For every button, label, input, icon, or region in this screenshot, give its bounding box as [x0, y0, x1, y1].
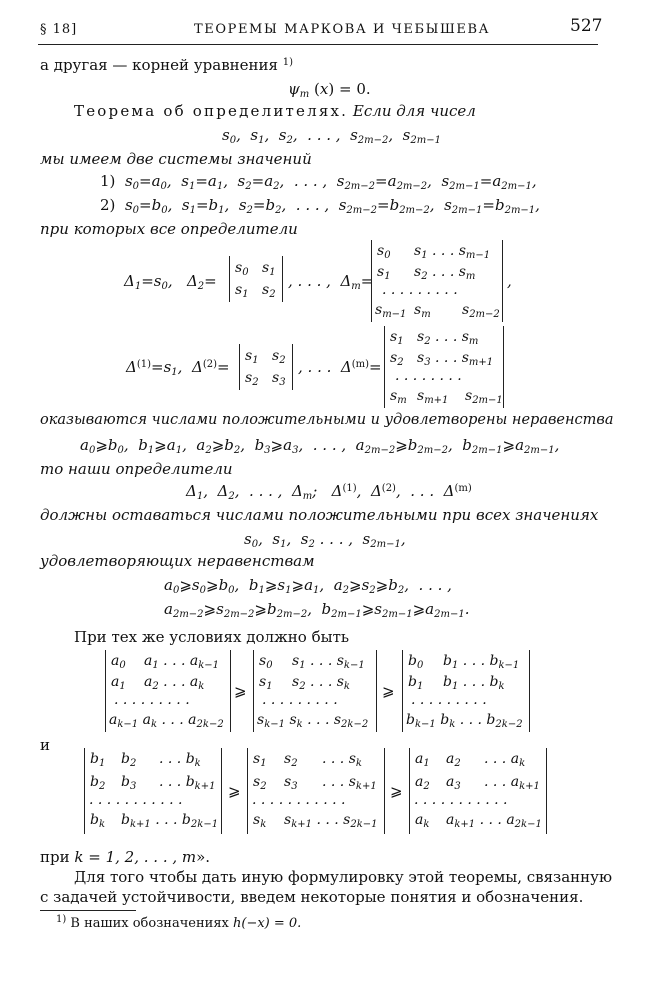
sequence-s-2: $s_0$, $s_1$, $s_2$ . . . , $s_{2m-1}$,	[244, 530, 406, 550]
ge-symbol: ⩾	[382, 682, 395, 700]
footnote-ref: 1)	[282, 57, 294, 68]
for-k-word: при	[40, 848, 70, 866]
satisfy-line: удовлетворяющих неравенствам	[40, 552, 315, 570]
remain-line: должны оставаться числами положительными при всех значениях	[40, 506, 599, 524]
intro-line	[40, 56, 293, 74]
det-delta-2: $s_0$ $s_1$ $s_1$ $s_2$	[229, 256, 283, 302]
det-delta-m: $s_0$ $s_1$ . . . $s_{m-1}$ $s_1$ $s_2$ . . . $s_m$ . . . . . . . . . $s_{m-1}$ $s_m$ $s_{2m-2}$	[371, 240, 503, 322]
delta-sup-m-label: , . . . $\Delta^{(m)}=$	[298, 358, 382, 376]
header-rule	[38, 44, 598, 45]
then-line: то наши определители	[40, 460, 233, 478]
section-number: § 18]	[40, 22, 78, 37]
for-k-line	[40, 848, 210, 866]
two-systems-line: мы имеем две системы значений	[40, 150, 312, 168]
det-delta-sup-m: $s_1$ $s_2$ . . . $s_m$ $s_2$ $s_3$ . . . $s_{m+1}$ . . . . . . . . $s_m$ $s_{m+1}$ $s_{2m-1}$	[384, 326, 504, 408]
running-title: ТЕОРЕМЫ МАРКОВА И ЧЕБЫШЕВА	[194, 22, 491, 37]
page-number: 527	[570, 16, 603, 36]
det-b-k: $b_0$ $b_1$ . . . $b_{k-1}$ $b_1$ $b_1$ . . . $b_k$ . . . . . . . . . $b_{k-1}$ $b_k$ . . . $b_{2k-2}$	[402, 650, 530, 732]
theorem-label: Теорема об определителях.	[74, 102, 349, 120]
det-s-k: $s_0$ $s_1$ . . . $s_{k-1}$ $s_1$ $s_2$ . . . $s_k$ . . . . . . . . . $s_{k-1}$ $s_k$ . . . $s_{2k-2}$	[253, 650, 377, 732]
chain-1: $a_0⩾s_0⩾b_0$, $b_1⩾s_1⩾a_1$, $a_2⩾s_2⩾b_2$, . . . ,	[164, 576, 452, 596]
footnote-mark: 1)	[56, 914, 67, 925]
footnote-text: В наших обозначениях	[70, 916, 229, 931]
closing-line-2: с задачей устойчивости, введем некоторые понятия и обозначения.	[40, 888, 584, 906]
and-word: и	[40, 736, 50, 754]
determinants-intro: при которых все определители	[40, 220, 298, 238]
comma: ,	[507, 272, 512, 290]
ge-symbol: ⩾	[228, 782, 241, 800]
footnote	[56, 916, 301, 931]
det-s-k-1: $s_1$ $s_2$ . . . $s_k$ $s_2$ $s_3$ . . . $s_{k+1}$ . . . . . . . . . . . $s_k$ $s_{k+1}$ . . . $s_{2k-1}$	[247, 748, 385, 834]
determinants-list: $\Delta_1$, $\Delta_2$, . . . , $\Delta_m$; $\Delta^{(1)}$, $\Delta^{(2)}$, . . . $\Delta^{(m)}$	[186, 482, 472, 502]
system-2: 2) $s_0=b_0$, $s_1=b_1$, $s_2=b_2$, . . . , $s_{2m-2}=b_{2m-2}$, $s_{2m-1}=b_{2m-1}$,	[100, 196, 540, 216]
ge-symbol: ⩾	[234, 682, 247, 700]
same-conditions-line: При тех же условиях должно быть	[74, 628, 350, 646]
system-1-num: 1)	[100, 172, 116, 190]
system-1: 1) $s_0=a_0$, $s_1=a_1$, $s_2=a_2$, . . . , $s_{2m-2}=a_{2m-2}$, $s_{2m-1}=a_{2m-1}$,	[100, 172, 537, 192]
delta-1: $\Delta_1=s_0$, $\Delta_2=$	[124, 272, 217, 292]
det-b-k-1: $b_1$ $b_2$ . . . $b_k$ $b_2$ $b_3$ . . . $b_{k+1}$ . . . . . . . . . . . $b_k$ $b_{k+1}$ . . . $b_{2k-1}$	[84, 748, 222, 834]
theorem-cont: Если для чисел	[352, 102, 476, 120]
equation-psi: $\psi_m$ (x) = 0.	[288, 80, 371, 100]
k-values: k = 1, 2, . . . , m	[74, 848, 197, 866]
theorem-line	[74, 102, 476, 120]
sequence-s: $s_0$, $s_1$, $s_2$, . . . , $s_{2m-2}$, $s_{2m-1}$	[222, 126, 441, 146]
det-delta-sup-2: $s_1$ $s_2$ $s_2$ $s_3$	[239, 344, 293, 390]
footnote-rule	[40, 910, 136, 911]
chain-2: $a_{2m-2}⩾s_{2m-2}⩾b_{2m-2}$, $b_{2m-1}⩾s_{2m-1}⩾a_{2m-1}$.	[164, 600, 470, 620]
closing-line-1: Для того чтобы дать иную формулировку этой теоремы, связанную	[74, 868, 613, 886]
delta-m-label: , . . . , $\Delta_m=$	[288, 272, 374, 292]
det-a-k: $a_0$ $a_1$ . . . $a_{k-1}$ $a_1$ $a_2$ . . . $a_k$ . . . . . . . . . $a_{k-1}$ $a_k$ . . . $a_{2k-2}$	[105, 650, 231, 732]
for-k-tail: ».	[196, 848, 211, 866]
delta-sup-1: $\Delta^{(1)}=s_1$, $\Delta^{(2)}=$	[126, 358, 230, 378]
inequalities-ab: $a_0⩾b_0$, $b_1⩾a_1$, $a_2⩾b_2$, $b_3⩾a_3$, . . . , $a_{2m-2}⩾b_{2m-2}$, $b_{2m-1}⩾a_{2m-1}$,	[80, 436, 560, 456]
det-a-k-1: $a_1$ $a_2$ . . . $a_k$ $a_2$ $a_3$ . . . $a_{k+1}$ . . . . . . . . . . . $a_k$ $a_{k+1}$ . . . $a_{2k-1}$	[409, 748, 547, 834]
positive-line: оказываются числами положительными и удовлетворены неравенства	[40, 412, 614, 428]
footnote-formula: h(−x) = 0.	[233, 916, 302, 931]
ge-symbol: ⩾	[390, 782, 403, 800]
intro-text: а другая — корней уравнения	[40, 56, 278, 74]
system-2-num: 2)	[100, 196, 116, 214]
